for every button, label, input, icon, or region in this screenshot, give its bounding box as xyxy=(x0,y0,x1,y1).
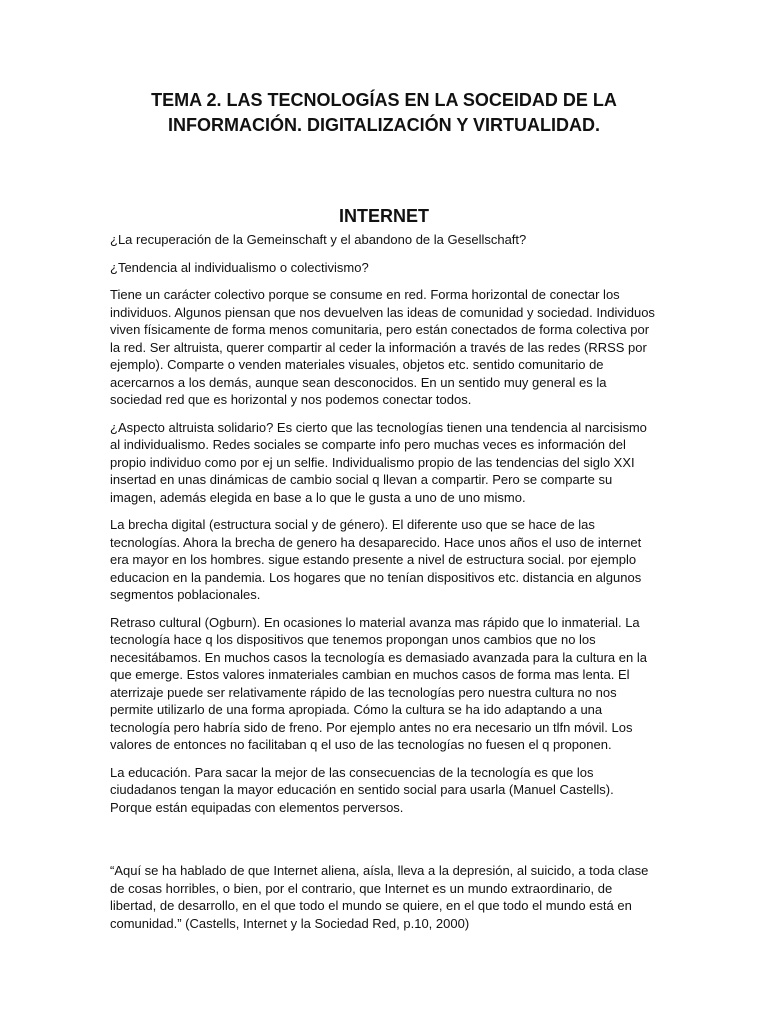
document-title xyxy=(110,88,658,138)
document-title-line-2: INFORMACIÓN. DIGITALIZACIÓN Y VIRTUALIDAD. xyxy=(168,115,600,135)
section-heading-internet: INTERNET xyxy=(339,206,429,226)
paragraph-brecha-digital: La brecha digital (estructura social y de género). El diferente uso que se hace de las tecnologías. Ahora la brecha de genero ha desaparecido. Hace unos años el uso de internet era mayor en los hombres. sigue estando presente a nivel de estructura social. por ejemplo educacion en la pandemia. Los hogares que no tenían dispositivos etc. distancia en algunos segmentos poblacionales. xyxy=(110,517,642,602)
paragraph-caracter-colectivo: Tiene un carácter colectivo porque se consume en red. Forma horizontal de conectar los individuos. Algunos piensan que nos devuelven las ideas de comunidad y sociedad. Individuos viven físicamente de forma menos comunitaria, pero están conectados de forma colectiva por la red. Ser altruista, querer compartir al ceder la información a través de las redes (RRSS por ejemplo). Comparte o venden materiales visuales, objetos etc. sentido comunitario de acercarnos a los demás, aunque sean desconocidos. En un sentido muy general es la sociedad red que es horizontal y nos podemos conectar todos. xyxy=(110,287,655,407)
document-title-line-1: TEMA 2. LAS TECNOLOGÍAS EN LA SOCEIDAD DE LA xyxy=(151,90,617,110)
paragraph-educacion: La educación. Para sacar la mejor de las consecuencias de la tecnología es que los ciudadanos tengan la mayor educación en sentido social para usarla (Manuel Castells). Porque están equipadas con elementos perversos. xyxy=(110,764,614,815)
paragraph-aspecto-altruista: ¿Aspecto altruista solidario? Es cierto que las tecnologías tienen una tendencia al narcisismo al individualismo. Redes sociales se comparte info pero muchas veces es información del propio individuo como por ej un selfie. Individualismo propio de las tendencias del siglo XXI insertad en unas dinámicas de cambio social q llevan a compartir. Pero se comparte su imagen, además elegida en base a lo que le gusta a uno de uno mismo. xyxy=(110,419,647,505)
quote-castells: “Aquí se ha hablado de que Internet aliena, aísla, lleva a la depresión, al suicido, a toda clase de cosas horribles, o bien, por el contrario, que Internet es un mundo extraordinario, de libertad, de desarrollo, en el que todo el mundo se quiere, en el que todo el mundo está en comunidad.” (Castells, Internet y la Sociedad Red, p.10, 2000) xyxy=(110,863,649,931)
paragraph-retraso-cultural: Retraso cultural (Ogburn). En ocasiones lo material avanza mas rápido que lo inmaterial. La tecnología hace q los dispositivos que tenemos propongan unos cambios que no los necesitábamos. En muchos casos la tecnología es demasiado avanzada para la cultura en la que emerge. Estos valores inmateriales cambian en muchos casos de forma mas lenta. El aterrizaje puede ser relativamente rápido de las tecnologías pero nuestra cultura no nos permite utilizarlo de una forma apropiada. Cómo la cultura se ha ido adaptando a una tecnología pero habría sido de freno. Por ejemplo antes no era necesario un tlfn móvil. Los valores de entonces no facilitaban q el uso de las tecnologías no fuesen el q proponen. xyxy=(110,614,647,752)
paragraph-question-gemeinschaft: ¿La recuperación de la Gemeinschaft y el abandono de la Gesellschaft? xyxy=(110,232,527,247)
paragraph-question-individualismo: ¿Tendencia al individualismo o colectivismo? xyxy=(110,259,369,275)
